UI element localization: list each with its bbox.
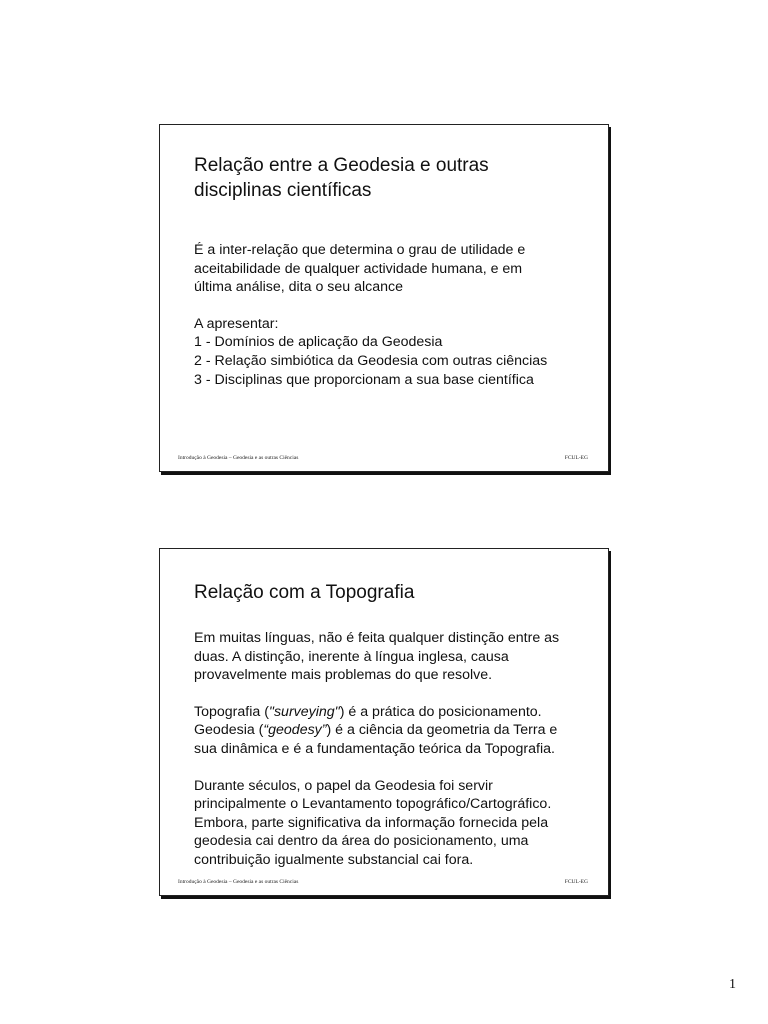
list-item: 3 - Disciplinas que proporcionam a sua base científica <box>194 371 534 388</box>
intro-paragraph <box>194 241 592 297</box>
paragraph <box>194 629 592 685</box>
title-line: Relação entre a Geodesia e outras <box>194 155 489 176</box>
text-line: Em muitas línguas, não é feita qualquer distinção entre as <box>194 630 560 646</box>
text-run: ) é a ciência da geometria da Terra e <box>326 722 558 739</box>
slide-1 <box>159 124 609 472</box>
slide-footer-right: FCUL-EG <box>564 455 588 461</box>
text-run: Topografia ( <box>194 703 269 720</box>
text-line: duas. A distinção, inerente à língua inglesa, causa <box>194 648 509 665</box>
list-item: 1 - Domínios de aplicação da Geodesia <box>194 334 443 351</box>
text-line: principalmente o Levantamento topográfico/Cartográfico. <box>194 796 552 813</box>
outline-list <box>194 315 592 389</box>
slide-body <box>194 241 592 389</box>
text-line <box>194 703 592 722</box>
text-run: Geodesia ( <box>194 722 264 739</box>
text-line: Embora, parte significativa da informação fornecida pela <box>194 814 549 831</box>
text-line: É a inter-relação que determina o grau de utilidade e <box>194 242 526 258</box>
text-run: ) é a prática do posicionamento. <box>339 703 542 720</box>
slide-2 <box>159 548 609 896</box>
slide-body <box>194 629 592 888</box>
page-number: 1 <box>729 977 736 992</box>
paragraph <box>194 777 592 870</box>
text-line: sua dinâmica e é a fundamentação teórica da Topografia. <box>194 740 555 757</box>
slide-title <box>194 153 588 203</box>
list-heading: A apresentar: <box>194 315 279 332</box>
text-line: contribuição igualmente substancial cai fora. <box>194 851 474 868</box>
text-line: aceitabilidade de qualquer actividade humana, e em <box>194 260 523 277</box>
title-line: disciplinas científicas <box>194 180 372 201</box>
text-line: provavelmente mais problemas do que resolve. <box>194 667 493 684</box>
slide-title: Relação com a Topografia <box>194 582 415 603</box>
paragraph <box>194 703 592 759</box>
text-line: última análise, dita o seu alcance <box>194 279 403 296</box>
list-item: 2 - Relação simbiótica da Geodesia com outras ciências <box>194 352 548 369</box>
text-line: Durante séculos, o papel da Geodesia foi servir <box>194 777 493 794</box>
slide-footer-left: Introdução à Geodesia – Geodesia e as outras Ciências <box>178 879 299 885</box>
text-line <box>194 721 592 740</box>
slide-footer-left: Introdução à Geodesia – Geodesia e as outras Ciências <box>178 455 299 461</box>
slide-footer-right: FCUL-EG <box>564 879 588 885</box>
text-line: geodesia cai dentro da área do posicionamento, uma <box>194 833 529 850</box>
emphasis-term: “geodesy” <box>263 722 327 739</box>
emphasis-term: "surveying" <box>268 703 340 720</box>
